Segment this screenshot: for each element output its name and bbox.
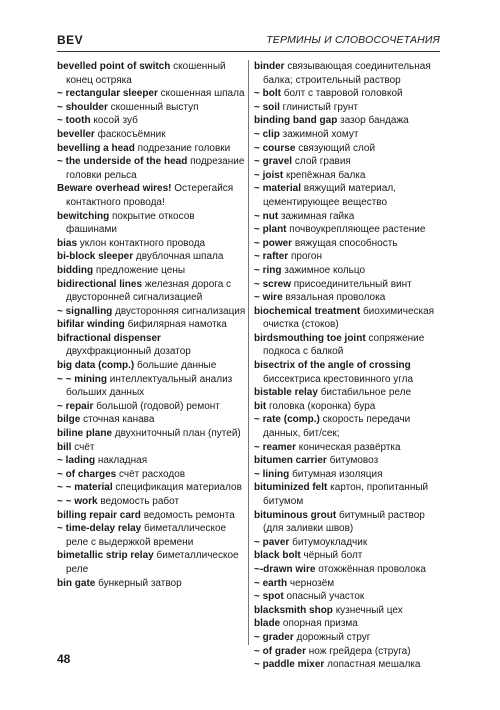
dictionary-entry [254, 536, 444, 550]
dictionary-entry [254, 332, 444, 359]
running-header [57, 33, 440, 52]
entry-term: ~ wire [254, 292, 283, 304]
entry-term: ~ rate (comp.) [254, 414, 320, 426]
entry-definition: зажимной хомут [282, 128, 359, 140]
entry-definition: подрезание головки [137, 142, 231, 154]
entry-definition: покрытие откосов фашинами [66, 210, 195, 236]
dictionary-entry [57, 413, 247, 427]
entry-definition: лопастная мешалка [327, 659, 421, 671]
dictionary-entry [57, 305, 247, 319]
entry-definition: коническая развёртка [298, 441, 401, 453]
entry-term: bill [57, 441, 72, 453]
entry-term: ~ spot [254, 591, 284, 603]
dictionary-entry [254, 441, 444, 455]
entry-term: ~ plant [254, 224, 287, 236]
entry-term: ~ reamer [254, 441, 296, 453]
entry-definition: связывающая соединительная балка; строительный раствор [263, 61, 431, 86]
entry-definition: двухниточный план (путей) [114, 428, 241, 440]
dictionary-entry [254, 305, 444, 332]
dictionary-entry [57, 237, 247, 251]
entry-definition: опорная призма [282, 618, 358, 630]
entry-term: ~ ~ work [57, 496, 98, 507]
entry-definition: опасный участок [286, 591, 365, 603]
entry-term: ~ paddle mixer [254, 659, 325, 671]
dictionary-entry [254, 549, 444, 563]
entry-definition: скошенная шпала [160, 88, 245, 100]
dictionary-entry [254, 250, 444, 264]
dictionary-entry [254, 169, 444, 183]
dictionary-entry [254, 291, 444, 305]
dictionary-entry [254, 114, 444, 128]
entry-definition: биметаллическое реле с выдержкой времени [66, 523, 227, 548]
dictionary-entry [57, 373, 247, 400]
entry-definition: кузнечный цех [335, 604, 403, 616]
entry-term: ~ power [254, 237, 293, 249]
dictionary-entry [57, 155, 247, 182]
entry-term: bias [57, 237, 78, 249]
entry-term: ~ of charges [57, 468, 117, 480]
header-guide-word: BEV [57, 33, 84, 47]
entry-definition: двублочная шпала [135, 251, 224, 263]
entry-definition: железная дорога с двусторонней сигнализацией [66, 278, 232, 304]
entry-term: ~ repair [57, 400, 94, 412]
entry-term: beveller [57, 128, 95, 140]
dictionary-entry [254, 645, 444, 659]
entry-term: bewitching [57, 210, 110, 222]
dictionary-entry [254, 413, 444, 440]
dictionary-entry [254, 400, 444, 414]
entry-term: ~ earth [254, 577, 288, 589]
entry-term: ~ paver [254, 536, 290, 548]
entry-definition: сопряжение подкоса с балкой [263, 332, 425, 358]
dictionary-entry [57, 454, 247, 468]
entry-term: bifilar winding [57, 319, 125, 331]
entry-term: ~ clip [254, 128, 280, 140]
entry-term: ~ ring [254, 264, 282, 276]
entry-definition: Остерегайся контактного провода! [66, 183, 234, 208]
dictionary-entry [254, 101, 444, 115]
entry-definition: уклон контактного провода [79, 237, 206, 249]
entry-term: ~ bolt [254, 88, 281, 100]
entry-term: ~ ~ mining [57, 373, 108, 385]
dictionary-entry [57, 509, 247, 523]
entry-definition: вяжущий материал, цементирующее вещество [263, 183, 396, 208]
entry-definition: чернозём [289, 577, 335, 589]
dictionary-entry [254, 359, 444, 386]
dictionary-entry [57, 60, 247, 87]
entry-definition: фаскосъёмник [97, 128, 166, 140]
entry-definition: битумный раствор (для заливки швов) [263, 509, 425, 535]
entry-term: ~-drawn wire [254, 563, 316, 575]
dictionary-entry [254, 182, 444, 209]
entry-definition: ведомость ремонта [143, 509, 235, 521]
column-divider [248, 60, 249, 645]
entry-term: ~ time-delay relay [57, 523, 142, 535]
entry-term: bidding [57, 264, 94, 276]
entry-term: ~ the underside of the head [57, 156, 188, 168]
entry-definition: болт с тавровой головкой [283, 88, 403, 100]
dictionary-entry [57, 495, 247, 509]
entry-definition: битумоукладчик [292, 536, 368, 548]
dictionary-entry [57, 318, 247, 332]
dictionary-entry [57, 441, 247, 455]
entry-definition: биссектриса крестовинного угла [263, 373, 414, 385]
entry-term: ~ lading [57, 455, 96, 467]
right-column [254, 60, 444, 672]
dictionary-entry [57, 101, 247, 115]
entry-definition: спецификация материалов [115, 482, 242, 494]
entry-definition: биметаллическое реле [66, 550, 239, 575]
entry-term: bin gate [57, 577, 96, 589]
entry-definition: дорожный струг [296, 631, 371, 643]
entry-term: bit [254, 400, 267, 412]
entry-definition: присоединительный винт [293, 278, 412, 290]
dictionary-entry [57, 468, 247, 482]
entry-definition: битумная изоляция [292, 468, 383, 480]
dictionary-entry [57, 278, 247, 305]
entry-definition: прогон [290, 251, 323, 263]
dictionary-entry [254, 617, 444, 631]
entry-term: ~ grader [254, 631, 294, 643]
entry-definition: нож грейдера (струга) [308, 645, 411, 657]
entry-term: ~ lining [254, 468, 290, 480]
entry-term: bituminized felt [254, 482, 328, 494]
entry-term: ~ shoulder [57, 101, 108, 113]
entry-definition: подрезание головки рельса [66, 156, 245, 181]
entry-term: Beware overhead wires! [57, 183, 172, 195]
dictionary-entry [254, 87, 444, 101]
dictionary-entry [57, 250, 247, 264]
entry-term: blacksmith shop [254, 604, 333, 616]
dictionary-entry [254, 278, 444, 292]
entry-definition: большой (годовой) ремонт [96, 400, 220, 412]
entry-term: ~ rectangular sleeper [57, 88, 158, 100]
entry-term: billing repair card [57, 509, 141, 521]
dictionary-entry [254, 210, 444, 224]
entry-term: ~ course [254, 142, 296, 154]
dictionary-entry [57, 481, 247, 495]
entry-definition: счёт [74, 441, 95, 453]
dictionary-entry [57, 142, 247, 156]
dictionary-entry [254, 60, 444, 87]
entry-definition: вязальная проволока [285, 292, 386, 304]
entry-term: bituminous grout [254, 509, 337, 521]
dictionary-entry [254, 237, 444, 251]
dictionary-entry [254, 142, 444, 156]
entry-definition: скошенный выступ [110, 101, 199, 113]
entry-term: ~ nut [254, 210, 279, 222]
dictionary-entry [254, 454, 444, 468]
dictionary-entry [254, 128, 444, 142]
entry-definition: большие данные [137, 360, 217, 372]
dictionary-entry [254, 604, 444, 618]
dictionary-entry [254, 386, 444, 400]
dictionary-entry [254, 468, 444, 482]
dictionary-entry [57, 359, 247, 373]
entry-term: bifractional dispenser [57, 332, 161, 344]
entry-definition: слой гравия [294, 156, 351, 168]
dictionary-entry [57, 522, 247, 549]
entry-definition: вяжущая способность [294, 237, 398, 249]
entry-definition: предложение цены [95, 264, 186, 276]
entry-term: bimetallic strip relay [57, 550, 154, 562]
entry-term: biline plane [57, 428, 113, 440]
entry-term: ~ joist [254, 169, 284, 181]
entry-definition: почвоукрепляющее растение [289, 224, 426, 236]
entry-term: bevelling a head [57, 142, 135, 154]
entry-term: bitumen carrier [254, 455, 327, 467]
entry-definition: зажимное кольцо [284, 264, 366, 276]
entry-definition: чёрный болт [303, 550, 363, 562]
entry-definition: двусторонняя сигнализация [115, 305, 246, 317]
entry-definition: бистабильное реле [320, 387, 412, 399]
entry-term: bidirectional lines [57, 278, 143, 290]
entry-definition: картон, пропитанный битумом [263, 482, 429, 507]
entry-definition: глинистый грунт [282, 101, 358, 113]
dictionary-entry [254, 658, 444, 672]
dictionary-entry [57, 128, 247, 142]
dictionary-entry [57, 87, 247, 101]
entry-term: bilge [57, 414, 81, 426]
entry-definition: косой зуб [93, 115, 138, 127]
entry-definition: зажимная гайка [280, 210, 355, 222]
entry-term: blade [254, 618, 281, 630]
entry-term: bisectrix of the angle of crossing [254, 360, 411, 372]
page-number: 48 [57, 652, 71, 666]
entry-definition: отожжённая проволока [318, 563, 426, 575]
entry-definition: биохимическая очистка (стоков) [263, 305, 435, 331]
entry-definition: крепёжная балка [285, 169, 366, 181]
dictionary-entry [254, 631, 444, 645]
entry-term: binder [254, 61, 285, 72]
dictionary-entry [57, 400, 247, 414]
dictionary-entry [254, 577, 444, 591]
entry-term: bevelled point of switch [57, 61, 171, 72]
entry-definition: головка (коронка) бура [269, 400, 376, 412]
left-column [57, 60, 247, 590]
entry-definition: счёт расходов [118, 468, 186, 480]
entry-term: biochemical treatment [254, 305, 361, 317]
entry-term: ~ material [254, 183, 301, 195]
entry-definition: интеллектуальный анализ больших данных [66, 373, 233, 399]
entry-term: ~ rafter [254, 251, 289, 263]
dictionary-entry [254, 223, 444, 237]
dictionary-entry [254, 590, 444, 604]
header-section-title: ТЕРМИНЫ И СЛОВОСОЧЕТАНИЯ [266, 34, 440, 46]
entry-term: ~ screw [254, 278, 291, 290]
dictionary-entry [57, 549, 247, 576]
entry-definition: двухфракционный дозатор [66, 346, 191, 358]
entry-definition: связующий слой [298, 142, 376, 154]
entry-term: big data (comp.) [57, 360, 135, 372]
entry-term: ~ soil [254, 101, 280, 113]
dictionary-entry [57, 332, 247, 359]
dictionary-entry [254, 563, 444, 577]
dictionary-entry [57, 427, 247, 441]
entry-term: ~ ~ material [57, 482, 113, 494]
dictionary-entry [254, 481, 444, 508]
entry-term: birdsmouthing toe joint [254, 332, 366, 344]
dictionary-entry [57, 264, 247, 278]
entry-definition: зазор бандажа [340, 115, 409, 127]
entry-term: ~ tooth [57, 115, 91, 127]
entry-term: ~ of grader [254, 645, 306, 657]
entry-term: black bolt [254, 550, 301, 562]
entry-term: ~ gravel [254, 156, 293, 168]
entry-definition: бункерный затвор [98, 577, 182, 589]
dictionary-entry [254, 509, 444, 536]
entry-term: bi-block sleeper [57, 251, 134, 263]
entry-definition: накладная [97, 455, 148, 467]
dictionary-entry [254, 155, 444, 169]
entry-definition: битумовоз [329, 455, 379, 467]
dictionary-entry [57, 114, 247, 128]
dictionary-entry [254, 264, 444, 278]
dictionary-entry [57, 182, 247, 209]
entry-definition: бифилярная намотка [127, 319, 227, 331]
entry-definition: скорость передачи данных, бит/сек; [263, 414, 411, 440]
entry-term: bistable relay [254, 387, 318, 399]
dictionary-entry [57, 210, 247, 237]
entry-definition: сточная канава [83, 414, 155, 426]
entry-term: binding band gap [254, 115, 338, 127]
entry-term: ~ signalling [57, 305, 113, 317]
dictionary-entry [57, 577, 247, 591]
entry-definition: скошенный конец остряка [66, 61, 226, 86]
entry-definition: ведомость работ [100, 496, 180, 507]
